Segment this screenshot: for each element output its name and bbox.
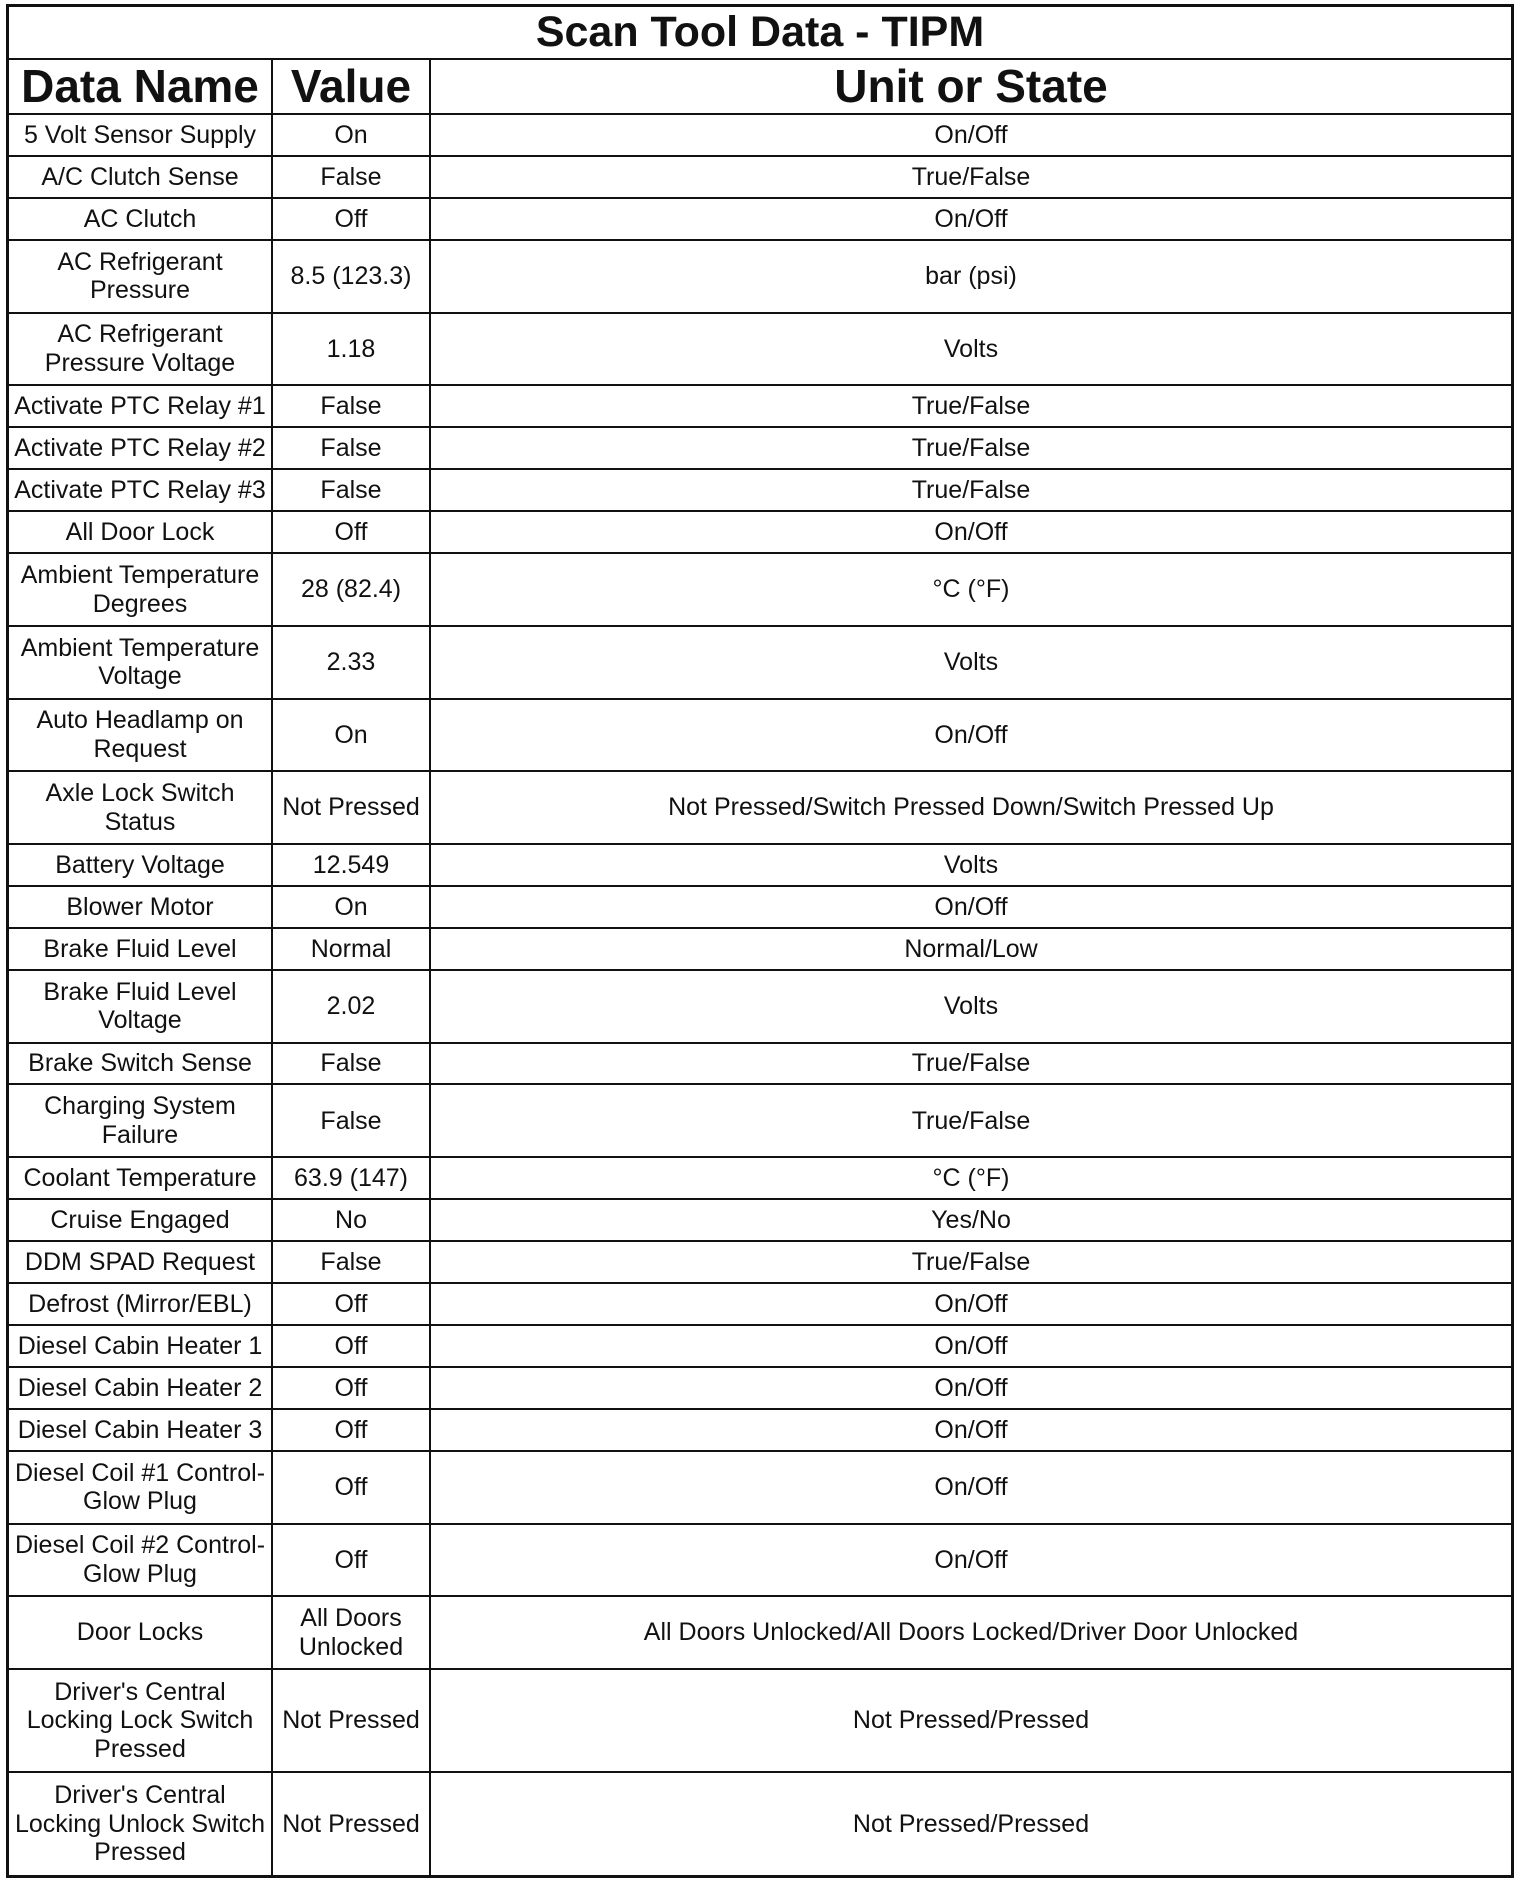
cell-unit: °C (°F) — [430, 1157, 1511, 1199]
table-row — [9, 1325, 1511, 1367]
cell-unit: True/False — [430, 1043, 1511, 1085]
cell-unit: Not Pressed/Pressed — [430, 1772, 1511, 1875]
cell-data-name: AC Clutch — [9, 198, 272, 240]
table-row — [9, 385, 1511, 427]
table-row — [9, 1669, 1511, 1772]
cell-value: False — [272, 1043, 430, 1085]
cell-data-name: Auto Headlamp on Request — [9, 699, 272, 772]
table-row — [9, 844, 1511, 886]
cell-data-name: Diesel Cabin Heater 2 — [9, 1367, 272, 1409]
cell-data-name: Brake Fluid Level Voltage — [9, 970, 272, 1043]
table-row — [9, 511, 1511, 553]
table-row — [9, 1283, 1511, 1325]
table-row — [9, 156, 1511, 198]
cell-value: 8.5 (123.3) — [272, 240, 430, 313]
cell-data-name: AC Refrigerant Pressure — [9, 240, 272, 313]
cell-data-name: Battery Voltage — [9, 844, 272, 886]
cell-data-name: Diesel Cabin Heater 1 — [9, 1325, 272, 1367]
table-row — [9, 886, 1511, 928]
cell-unit: Volts — [430, 844, 1511, 886]
table-row — [9, 1524, 1511, 1597]
cell-unit: On/Off — [430, 1283, 1511, 1325]
cell-value: False — [272, 385, 430, 427]
table-row — [9, 970, 1511, 1043]
table-row — [9, 313, 1511, 386]
cell-unit: On/Off — [430, 699, 1511, 772]
table-title: Scan Tool Data - TIPM — [9, 7, 1511, 59]
cell-unit: Not Pressed/Switch Pressed Down/Switch Pressed Up — [430, 771, 1511, 844]
table-row — [9, 114, 1511, 156]
cell-unit: True/False — [430, 427, 1511, 469]
table-row — [9, 240, 1511, 313]
table-row — [9, 771, 1511, 844]
cell-value: False — [272, 1241, 430, 1283]
cell-data-name: Ambient Temperature Degrees — [9, 553, 272, 626]
cell-unit: Normal/Low — [430, 928, 1511, 970]
header-row — [9, 59, 1511, 114]
cell-unit: On/Off — [430, 1325, 1511, 1367]
table-row — [9, 427, 1511, 469]
cell-unit: True/False — [430, 156, 1511, 198]
header-unit-or-state: Unit or State — [430, 59, 1511, 114]
table-row — [9, 626, 1511, 699]
table-row — [9, 928, 1511, 970]
cell-data-name: Axle Lock Switch Status — [9, 771, 272, 844]
table-row — [9, 1241, 1511, 1283]
cell-unit: On/Off — [430, 1367, 1511, 1409]
scan-tool-data-sheet — [6, 4, 1514, 1878]
cell-unit: True/False — [430, 469, 1511, 511]
cell-data-name: A/C Clutch Sense — [9, 156, 272, 198]
cell-unit: On/Off — [430, 511, 1511, 553]
cell-value: All Doors Unlocked — [272, 1596, 430, 1669]
cell-value: False — [272, 1084, 430, 1157]
cell-unit: All Doors Unlocked/All Doors Locked/Driver Door Unlocked — [430, 1596, 1511, 1669]
table-row — [9, 699, 1511, 772]
cell-unit: Volts — [430, 970, 1511, 1043]
cell-unit: Yes/No — [430, 1199, 1511, 1241]
cell-value: Normal — [272, 928, 430, 970]
cell-data-name: Door Locks — [9, 1596, 272, 1669]
cell-data-name: DDM SPAD Request — [9, 1241, 272, 1283]
cell-data-name: Defrost (Mirror/EBL) — [9, 1283, 272, 1325]
cell-value: Off — [272, 198, 430, 240]
cell-unit: Volts — [430, 313, 1511, 386]
cell-value: 12.549 — [272, 844, 430, 886]
title-row — [9, 7, 1511, 59]
cell-value: Off — [272, 1524, 430, 1597]
cell-value: 28 (82.4) — [272, 553, 430, 626]
cell-data-name: Cruise Engaged — [9, 1199, 272, 1241]
cell-unit: On/Off — [430, 886, 1511, 928]
cell-value: 2.33 — [272, 626, 430, 699]
cell-data-name: Brake Fluid Level — [9, 928, 272, 970]
cell-unit: On/Off — [430, 1409, 1511, 1451]
table-row — [9, 1772, 1511, 1875]
cell-unit: Volts — [430, 626, 1511, 699]
cell-unit: On/Off — [430, 1451, 1511, 1524]
cell-data-name: 5 Volt Sensor Supply — [9, 114, 272, 156]
header-data-name: Data Name — [9, 59, 272, 114]
cell-value: No — [272, 1199, 430, 1241]
cell-data-name: Ambient Temperature Voltage — [9, 626, 272, 699]
cell-data-name: Brake Switch Sense — [9, 1043, 272, 1085]
cell-unit: °C (°F) — [430, 553, 1511, 626]
table-row — [9, 1596, 1511, 1669]
cell-unit: On/Off — [430, 114, 1511, 156]
cell-unit: True/False — [430, 1241, 1511, 1283]
cell-data-name: Driver's Central Locking Lock Switch Pressed — [9, 1669, 272, 1772]
table-row — [9, 1084, 1511, 1157]
cell-unit: On/Off — [430, 198, 1511, 240]
cell-data-name: Activate PTC Relay #2 — [9, 427, 272, 469]
cell-unit: True/False — [430, 1084, 1511, 1157]
cell-value: Off — [272, 1409, 430, 1451]
cell-data-name: Coolant Temperature — [9, 1157, 272, 1199]
cell-data-name: Charging System Failure — [9, 1084, 272, 1157]
cell-value: On — [272, 114, 430, 156]
cell-value: On — [272, 699, 430, 772]
cell-value: False — [272, 427, 430, 469]
cell-data-name: AC Refrigerant Pressure Voltage — [9, 313, 272, 386]
cell-value: 1.18 — [272, 313, 430, 386]
cell-value: 2.02 — [272, 970, 430, 1043]
cell-value: Off — [272, 1283, 430, 1325]
cell-data-name: Diesel Coil #1 Control-Glow Plug — [9, 1451, 272, 1524]
scan-tool-data-table — [9, 7, 1511, 1875]
cell-data-name: Diesel Coil #2 Control-Glow Plug — [9, 1524, 272, 1597]
table-row — [9, 469, 1511, 511]
table-row — [9, 198, 1511, 240]
cell-value: Off — [272, 1325, 430, 1367]
cell-value: Off — [272, 1451, 430, 1524]
table-row — [9, 1367, 1511, 1409]
cell-value: Not Pressed — [272, 1669, 430, 1772]
cell-data-name: Activate PTC Relay #3 — [9, 469, 272, 511]
table-row — [9, 1409, 1511, 1451]
cell-unit: bar (psi) — [430, 240, 1511, 313]
cell-data-name: Diesel Cabin Heater 3 — [9, 1409, 272, 1451]
table-row — [9, 553, 1511, 626]
cell-data-name: All Door Lock — [9, 511, 272, 553]
cell-data-name: Activate PTC Relay #1 — [9, 385, 272, 427]
cell-data-name: Driver's Central Locking Unlock Switch Pressed — [9, 1772, 272, 1875]
cell-value: On — [272, 886, 430, 928]
cell-unit: Not Pressed/Pressed — [430, 1669, 1511, 1772]
table-row — [9, 1043, 1511, 1085]
cell-unit: On/Off — [430, 1524, 1511, 1597]
cell-value: Not Pressed — [272, 771, 430, 844]
cell-value: 63.9 (147) — [272, 1157, 430, 1199]
cell-value: False — [272, 156, 430, 198]
cell-value: False — [272, 469, 430, 511]
cell-value: Off — [272, 1367, 430, 1409]
cell-value: Off — [272, 511, 430, 553]
table-row — [9, 1451, 1511, 1524]
header-value: Value — [272, 59, 430, 114]
cell-data-name: Blower Motor — [9, 886, 272, 928]
cell-unit: True/False — [430, 385, 1511, 427]
table-row — [9, 1199, 1511, 1241]
cell-value: Not Pressed — [272, 1772, 430, 1875]
table-row — [9, 1157, 1511, 1199]
